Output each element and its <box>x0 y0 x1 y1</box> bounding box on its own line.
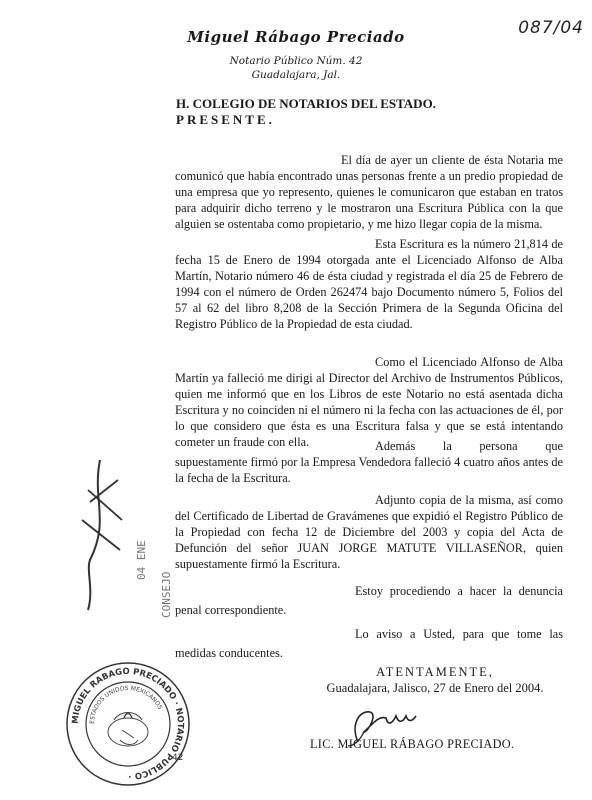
addressee-line1: H. COLEGIO DE NOTARIOS DEL ESTADO. <box>176 96 436 111</box>
receipt-stamp-date: 04 ENE <box>135 540 148 580</box>
paragraph-7: Lo aviso a Usted, para que tome las medidas conducentes. <box>175 627 563 660</box>
signer-name: LIC. MIGUEL RÁBAGO PRECIADO. <box>310 737 515 751</box>
seal-number: 42 <box>172 753 184 763</box>
seal-inner-text: ESTADOS UNIDOS MEXICANOS <box>88 684 164 725</box>
eagle-emblem-icon <box>108 713 148 747</box>
notary-seal <box>64 660 192 788</box>
letterhead-city: Guadalajara, Jal. <box>251 69 341 81</box>
receipt-stamp-label: CONSEJO <box>160 571 173 618</box>
paragraph-2: Esta Escritura es la número 21,814 de fecha 15 de Enero de 1994 otorgada ante el Licenciado Alfonso de Alba Martín, Notario número 46 de ésta ciudad y registrada el día 25 de Febrero de 1994 con el número de Orden 262474 bajo Documento número 5, Folios del 57 al 62 del libro 8,208 de la Sección Primera de la Segunda Oficina del Registro Público de la Propiedad de esta ciudad. <box>175 237 563 331</box>
closing-salutation: ATENTAMENTE, <box>376 665 494 679</box>
letterhead-name: Miguel Rábago Preciado <box>187 28 405 46</box>
reference-number: 087/04 <box>518 18 584 38</box>
receipt-stamp-image <box>30 440 180 620</box>
closing <box>300 664 570 696</box>
svg-text:MIGUEL RABAGO PRECIADO · NOTAR <box>71 667 185 781</box>
letterhead-title: Notario Público Núm. 42 <box>229 55 363 67</box>
paragraph-5: Adjunto copia de la misma, así como del Certificado de Libertad de Gravámenes que expidió el Registro Público de la Propiedad con fecha 12 de Diciembre del 2003 y copia del Acta de Defunción del señor JUAN JORGE MATUTE VILLASEÑOR, quien supuestamente firmó la Escritura. <box>175 493 563 571</box>
paragraph-6: Estoy procediendo a hacer la denuncia penal correspondiente. <box>175 584 563 617</box>
addressee-line2: PRESENTE. <box>176 112 275 127</box>
paragraph-4: Además la persona que supuestamente firmó por la Empresa Vendedora falleció 4 cuatro años antes de la fecha de la Escritura. <box>175 439 563 485</box>
closing-place-date: Guadalajara, Jalisco, 27 de Enero del 2004. <box>326 681 544 695</box>
addressee <box>176 96 436 128</box>
seal-ring-text: MIGUEL RABAGO PRECIADO · NOTARIO PUBLICO · <box>70 666 186 782</box>
paragraph-3: Como el Licenciado Alfonso de Alba Martín ya falleció me dirigi al Director del Archivo de Instrumentos Públicos, quien me informó que en los Libros de este Notario no está asentada dicha Escritura y no coinciden ni el número ni la fecha con las actuaciones de él, por lo que considero que ésta es una Escritura falsa y que se está intentando cometer un fraude con ella. <box>175 355 563 449</box>
paragraph-1: El día de ayer un cliente de ésta Notaria me comunicó que había encontrado unas personas frente a un predio propiedad de una empresa que yo represento, quienes le comunicaron que estaban en tratos para adquirir dicho terreno y le mostraron una Escritura Pública con la que alguien se ostentaba como propietario, y me hizo llegar copia de la misma. <box>175 153 563 231</box>
